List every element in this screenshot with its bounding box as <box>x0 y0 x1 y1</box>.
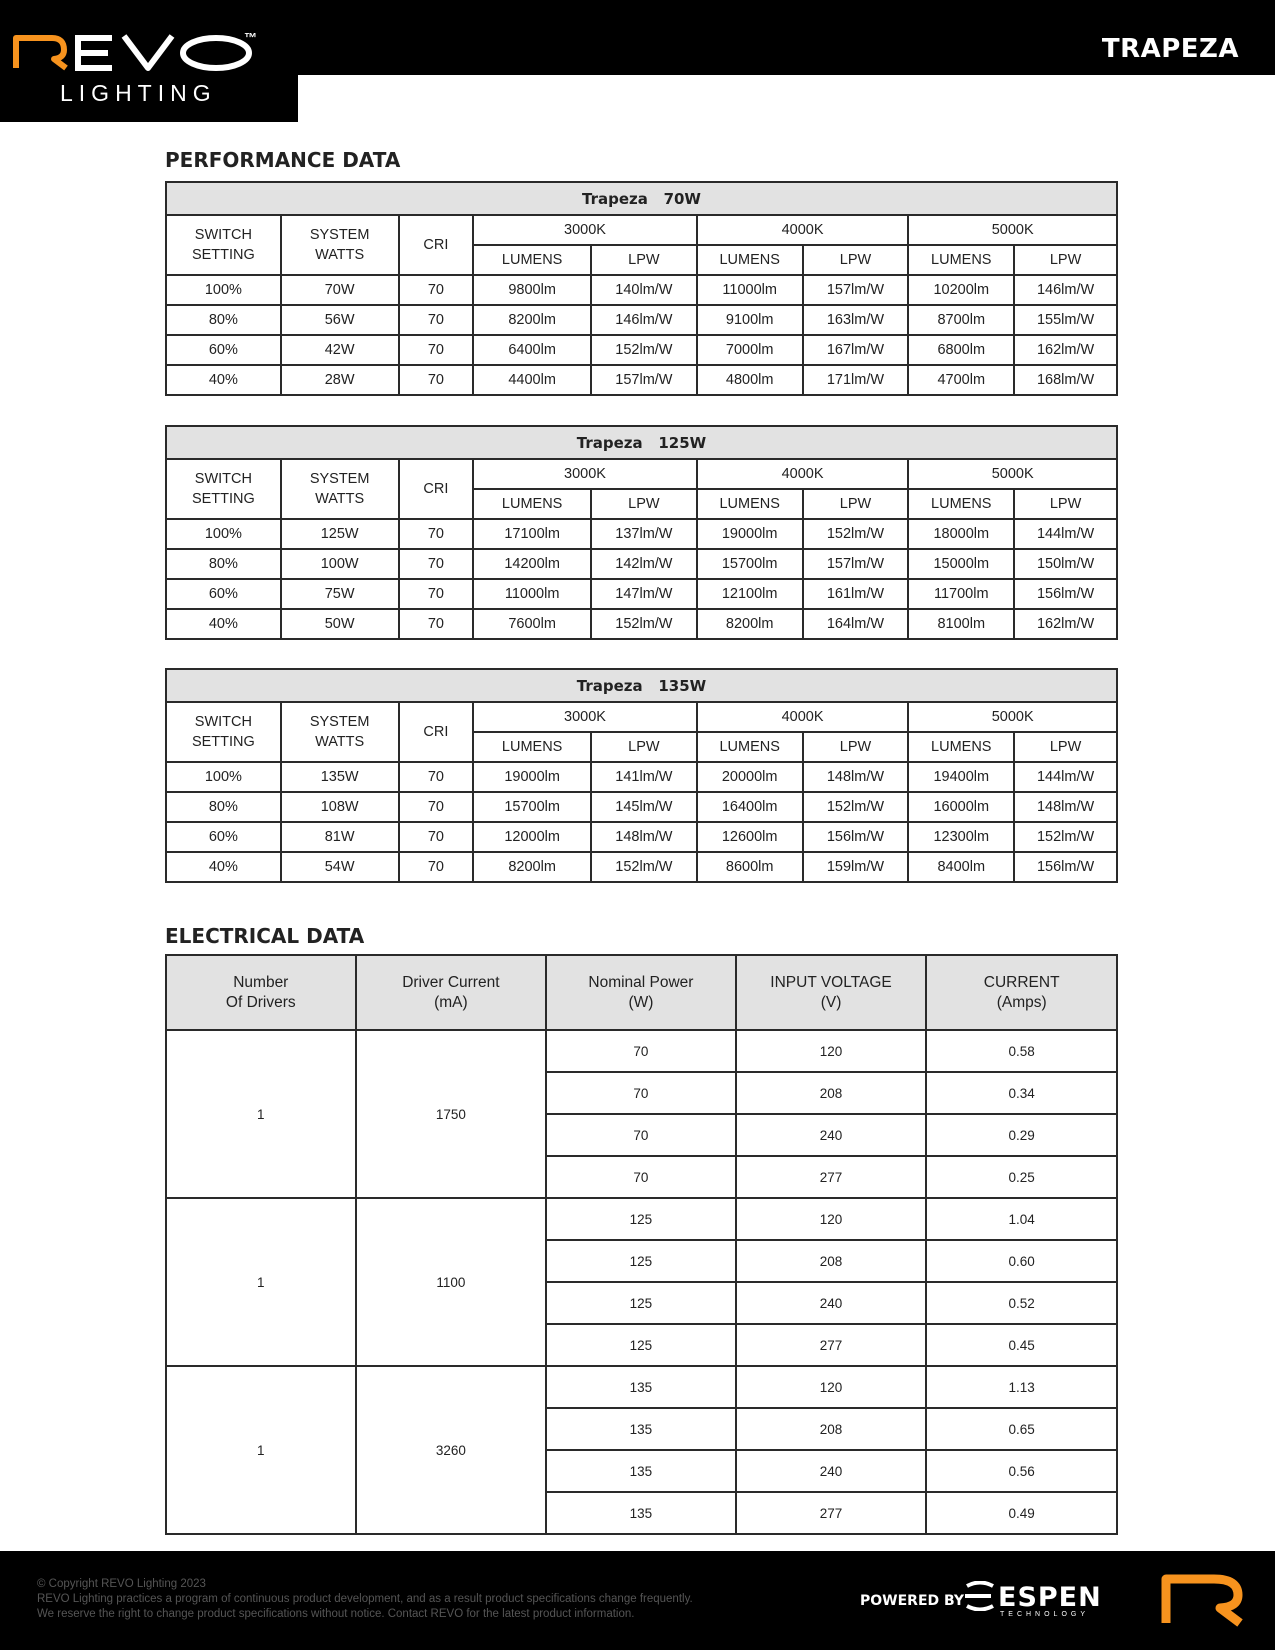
table-row <box>166 305 1117 335</box>
footer-line: © Copyright REVO Lighting 2023 <box>37 1578 206 1590</box>
table-row <box>166 579 1117 609</box>
table-cell: 19400lm <box>908 762 1014 792</box>
table-cell: 156lm/W <box>1014 579 1117 609</box>
caption-name: Trapeza <box>582 189 648 208</box>
table-cell: 162lm/W <box>1014 609 1117 639</box>
table-row <box>166 365 1117 395</box>
table-cell: 100% <box>166 519 281 549</box>
table-cell: 8200lm <box>473 852 591 882</box>
performance-table <box>165 668 1118 883</box>
table-cell: 40% <box>166 852 281 882</box>
table-cell: 1.04 <box>926 1198 1117 1240</box>
driver-current-cell: 1750 <box>356 1030 547 1198</box>
table-cell: 0.52 <box>926 1282 1117 1324</box>
table-cell: 60% <box>166 335 281 365</box>
table-cell: 12100lm <box>697 579 803 609</box>
table-caption-row <box>166 182 1117 215</box>
table-cell: 135 <box>546 1366 736 1408</box>
table-cell: 135 <box>546 1492 736 1534</box>
table-cell: 40% <box>166 609 281 639</box>
espen-logo-icon <box>963 1581 997 1611</box>
table-cell: 18000lm <box>908 519 1014 549</box>
cri-header: CRI <box>399 459 474 519</box>
table-cell: 162lm/W <box>1014 335 1117 365</box>
table-cell: 141lm/W <box>591 762 697 792</box>
table-cell: 100% <box>166 275 281 305</box>
table-cell: 148lm/W <box>591 822 697 852</box>
table-cell: 12300lm <box>908 822 1014 852</box>
table-cell: 0.34 <box>926 1072 1117 1114</box>
table-cell: 240 <box>736 1114 927 1156</box>
lumens-header: LUMENS <box>697 732 803 762</box>
table-cell: 277 <box>736 1492 927 1534</box>
table-cell: 70 <box>399 365 474 395</box>
table-cell: 7000lm <box>697 335 803 365</box>
table-cell: 125 <box>546 1240 736 1282</box>
lumens-header: LUMENS <box>908 245 1014 275</box>
table-cell: 75W <box>281 579 399 609</box>
table-cell: 70 <box>399 335 474 365</box>
caption-watt: 70W <box>663 189 701 208</box>
electrical-column-header: INPUT VOLTAGE (V) <box>736 955 927 1030</box>
electrical-column-header: Driver Current (mA) <box>356 955 547 1030</box>
table-cell: 148lm/W <box>803 762 909 792</box>
table-cell: 152lm/W <box>591 852 697 882</box>
table-cell: 146lm/W <box>591 305 697 335</box>
table-cell: 135 <box>546 1408 736 1450</box>
table-cell: 152lm/W <box>1014 822 1117 852</box>
table-cell: 125 <box>546 1282 736 1324</box>
table-cell: 81W <box>281 822 399 852</box>
table-cell: 16000lm <box>908 792 1014 822</box>
table-cell: 208 <box>736 1408 927 1450</box>
switch-setting-header: SWITCH SETTING <box>166 459 281 519</box>
system-watts-header: SYSTEM WATTS <box>281 702 399 762</box>
table-cell: 70 <box>399 792 474 822</box>
table-row <box>166 822 1117 852</box>
table-cell: 42W <box>281 335 399 365</box>
header-row <box>166 702 1117 732</box>
table-cell: 80% <box>166 792 281 822</box>
table-cell: 137lm/W <box>591 519 697 549</box>
table-cell: 0.25 <box>926 1156 1117 1198</box>
performance-table <box>165 425 1118 640</box>
table-caption-row <box>166 669 1117 702</box>
table-cell: 60% <box>166 579 281 609</box>
table-cell: 15700lm <box>473 792 591 822</box>
table-cell: 70 <box>546 1072 736 1114</box>
footer <box>0 1551 1275 1650</box>
cct-header: 4000K <box>697 459 909 489</box>
driver-count-cell: 1 <box>166 1366 356 1534</box>
table-cell: 0.58 <box>926 1030 1117 1072</box>
lumens-header: LUMENS <box>473 245 591 275</box>
table-cell: 8200lm <box>697 609 803 639</box>
table-row <box>166 609 1117 639</box>
table-cell: 120 <box>736 1198 927 1240</box>
table-cell: 8400lm <box>908 852 1014 882</box>
switch-setting-header: SWITCH SETTING <box>166 215 281 275</box>
table-cell: 70 <box>399 275 474 305</box>
table-cell: 142lm/W <box>591 549 697 579</box>
header-row <box>166 215 1117 245</box>
table-cell: 4400lm <box>473 365 591 395</box>
electrical-table <box>165 954 1118 1535</box>
table-row <box>166 335 1117 365</box>
table-cell: 147lm/W <box>591 579 697 609</box>
lumens-header: LUMENS <box>473 489 591 519</box>
table-caption <box>166 426 1117 459</box>
table-cell: 0.29 <box>926 1114 1117 1156</box>
caption-watt: 125W <box>658 433 707 452</box>
table-cell: 8700lm <box>908 305 1014 335</box>
system-watts-header: SYSTEM WATTS <box>281 459 399 519</box>
table-row <box>166 1030 1117 1072</box>
cct-header: 3000K <box>473 702 697 732</box>
table-row <box>166 792 1117 822</box>
lpw-header: LPW <box>591 732 697 762</box>
table-cell: 0.56 <box>926 1450 1117 1492</box>
table-cell: 4800lm <box>697 365 803 395</box>
table-cell: 277 <box>736 1324 927 1366</box>
lumens-header: LUMENS <box>473 732 591 762</box>
cct-header: 4000K <box>697 215 909 245</box>
table-cell: 155lm/W <box>1014 305 1117 335</box>
table-cell: 120 <box>736 1030 927 1072</box>
table-cell: 0.60 <box>926 1240 1117 1282</box>
table-cell: 0.45 <box>926 1324 1117 1366</box>
lpw-header: LPW <box>1014 245 1117 275</box>
table-cell: 6800lm <box>908 335 1014 365</box>
table-cell: 100W <box>281 549 399 579</box>
table-cell: 15700lm <box>697 549 803 579</box>
system-watts-header: SYSTEM WATTS <box>281 215 399 275</box>
table-cell: 150lm/W <box>1014 549 1117 579</box>
table-cell: 8100lm <box>908 609 1014 639</box>
table-cell: 240 <box>736 1450 927 1492</box>
table-cell: 148lm/W <box>1014 792 1117 822</box>
table-cell: 16400lm <box>697 792 803 822</box>
table-cell: 108W <box>281 792 399 822</box>
table-cell: 0.65 <box>926 1408 1117 1450</box>
table-cell: 10200lm <box>908 275 1014 305</box>
table-cell: 208 <box>736 1240 927 1282</box>
lumens-header: LUMENS <box>908 732 1014 762</box>
table-cell: 277 <box>736 1156 927 1198</box>
table-cell: 157lm/W <box>803 549 909 579</box>
table-cell: 163lm/W <box>803 305 909 335</box>
cri-header: CRI <box>399 702 474 762</box>
table-cell: 146lm/W <box>1014 275 1117 305</box>
table-cell: 70 <box>399 305 474 335</box>
brand-subtitle: LIGHTING <box>60 80 217 106</box>
lpw-header: LPW <box>591 245 697 275</box>
lpw-header: LPW <box>803 732 909 762</box>
table-cell: 11000lm <box>473 579 591 609</box>
table-row <box>166 519 1117 549</box>
cri-header: CRI <box>399 215 474 275</box>
table-cell: 19000lm <box>473 762 591 792</box>
table-cell: 70 <box>546 1030 736 1072</box>
performance-title: PERFORMANCE DATA <box>165 148 401 172</box>
table-cell: 157lm/W <box>591 365 697 395</box>
table-row <box>166 1198 1117 1240</box>
lpw-header: LPW <box>803 245 909 275</box>
table-cell: 20000lm <box>697 762 803 792</box>
header-row <box>166 459 1117 489</box>
table-caption <box>166 182 1117 215</box>
table-cell: 8600lm <box>697 852 803 882</box>
table-cell: 152lm/W <box>591 609 697 639</box>
table-cell: 80% <box>166 305 281 335</box>
table-caption <box>166 669 1117 702</box>
cct-header: 5000K <box>908 215 1117 245</box>
table-cell: 70 <box>546 1156 736 1198</box>
brand-logo <box>0 0 298 122</box>
table-cell: 7600lm <box>473 609 591 639</box>
table-cell: 125 <box>546 1198 736 1240</box>
table-cell: 60% <box>166 822 281 852</box>
table-cell: 70 <box>399 822 474 852</box>
table-cell: 17100lm <box>473 519 591 549</box>
table-cell: 40% <box>166 365 281 395</box>
table-cell: 70 <box>399 762 474 792</box>
lpw-header: LPW <box>1014 489 1117 519</box>
table-cell: 28W <box>281 365 399 395</box>
table-cell: 164lm/W <box>803 609 909 639</box>
caption-name: Trapeza <box>576 676 643 695</box>
table-cell: 70 <box>546 1114 736 1156</box>
table-cell: 70 <box>399 609 474 639</box>
table-cell: 157lm/W <box>803 275 909 305</box>
table-cell: 11700lm <box>908 579 1014 609</box>
lpw-header: LPW <box>591 489 697 519</box>
table-cell: 100% <box>166 762 281 792</box>
footer-line: We reserve the right to change product specifications without notice. Contact REVO for the latest product information. <box>37 1608 635 1620</box>
table-cell: 50W <box>281 609 399 639</box>
performance-table <box>165 181 1118 396</box>
table-cell: 8200lm <box>473 305 591 335</box>
driver-count-cell: 1 <box>166 1198 356 1366</box>
cct-header: 3000K <box>473 215 697 245</box>
table-cell: 140lm/W <box>591 275 697 305</box>
cct-header: 5000K <box>908 459 1117 489</box>
revo-r-icon <box>1158 1571 1248 1627</box>
table-cell: 70 <box>399 852 474 882</box>
cct-header: 3000K <box>473 459 697 489</box>
lpw-header: LPW <box>803 489 909 519</box>
electrical-column-header: CURRENT (Amps) <box>926 955 1117 1030</box>
footer-disclaimer <box>37 1577 693 1622</box>
partner-subtitle: TECHNOLOGY <box>1000 1611 1090 1618</box>
table-cell: 135W <box>281 762 399 792</box>
table-caption-row <box>166 426 1117 459</box>
table-cell: 144lm/W <box>1014 762 1117 792</box>
powered-by-label: POWERED BY <box>860 1593 965 1609</box>
table-cell: 11000lm <box>697 275 803 305</box>
table-cell: 1.13 <box>926 1366 1117 1408</box>
table-cell: 135 <box>546 1450 736 1492</box>
table-cell: 144lm/W <box>1014 519 1117 549</box>
switch-setting-header: SWITCH SETTING <box>166 702 281 762</box>
driver-current-cell: 1100 <box>356 1198 547 1366</box>
electrical-header-row <box>166 955 1117 1030</box>
table-cell: 14200lm <box>473 549 591 579</box>
table-cell: 168lm/W <box>1014 365 1117 395</box>
table-cell: 12600lm <box>697 822 803 852</box>
table-row <box>166 549 1117 579</box>
lumens-header: LUMENS <box>908 489 1014 519</box>
table-cell: 171lm/W <box>803 365 909 395</box>
table-cell: 156lm/W <box>1014 852 1117 882</box>
table-cell: 156lm/W <box>803 822 909 852</box>
table-row <box>166 275 1117 305</box>
table-cell: 70 <box>399 519 474 549</box>
electrical-column-header: Number Of Drivers <box>166 955 356 1030</box>
table-row <box>166 1366 1117 1408</box>
caption-name: Trapeza <box>576 433 643 452</box>
electrical-column-header: Nominal Power (W) <box>546 955 736 1030</box>
table-cell: 161lm/W <box>803 579 909 609</box>
revo-logo-icon <box>12 28 274 76</box>
cct-header: 5000K <box>908 702 1117 732</box>
table-row <box>166 852 1117 882</box>
table-cell: 240 <box>736 1282 927 1324</box>
table-cell: 54W <box>281 852 399 882</box>
table-cell: 159lm/W <box>803 852 909 882</box>
lpw-header: LPW <box>1014 732 1117 762</box>
table-cell: 56W <box>281 305 399 335</box>
table-cell: 12000lm <box>473 822 591 852</box>
table-cell: 120 <box>736 1366 927 1408</box>
table-cell: 19000lm <box>697 519 803 549</box>
table-cell: 70W <box>281 275 399 305</box>
table-cell: 15000lm <box>908 549 1014 579</box>
table-cell: 125W <box>281 519 399 549</box>
driver-current-cell: 3260 <box>356 1366 547 1534</box>
table-cell: 167lm/W <box>803 335 909 365</box>
cct-header: 4000K <box>697 702 909 732</box>
caption-watt: 135W <box>658 676 707 695</box>
table-cell: 152lm/W <box>803 519 909 549</box>
driver-count-cell: 1 <box>166 1030 356 1198</box>
table-cell: 125 <box>546 1324 736 1366</box>
table-cell: 208 <box>736 1072 927 1114</box>
table-cell: 145lm/W <box>591 792 697 822</box>
electrical-title: ELECTRICAL DATA <box>165 924 365 948</box>
table-cell: 4700lm <box>908 365 1014 395</box>
table-cell: 0.49 <box>926 1492 1117 1534</box>
lumens-header: LUMENS <box>697 489 803 519</box>
table-cell: 9100lm <box>697 305 803 335</box>
product-title: TRAPEZA <box>1101 34 1239 64</box>
table-cell: 70 <box>399 579 474 609</box>
table-cell: 6400lm <box>473 335 591 365</box>
table-cell: 152lm/W <box>803 792 909 822</box>
table-cell: 80% <box>166 549 281 579</box>
footer-line: REVO Lighting practices a program of continuous product development, and as a result product specifications change frequently. <box>37 1593 693 1605</box>
partner-name: ESPEN <box>998 1582 1102 1613</box>
table-cell: 152lm/W <box>591 335 697 365</box>
lumens-header: LUMENS <box>697 245 803 275</box>
table-row <box>166 762 1117 792</box>
table-cell: 70 <box>399 549 474 579</box>
trademark: ™ <box>244 30 257 45</box>
table-cell: 9800lm <box>473 275 591 305</box>
